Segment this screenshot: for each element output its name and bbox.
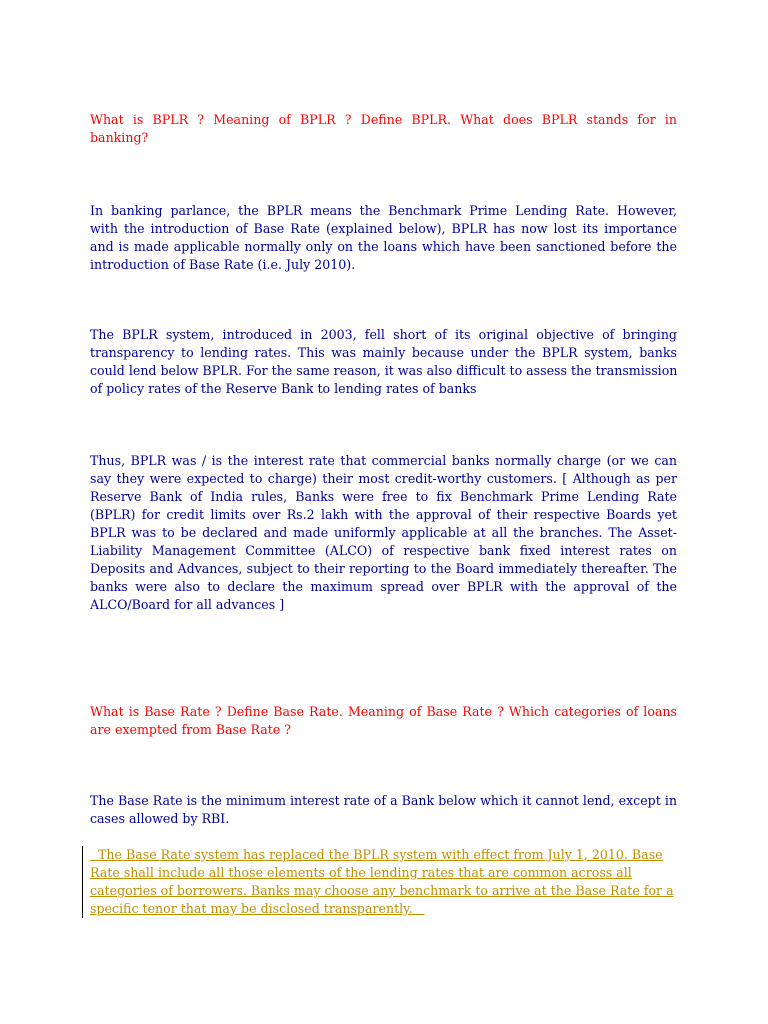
- text-line: banking?: [90, 130, 149, 145]
- text-line: Thus, BPLR was / is the interest rate that commercial banks normally charge (or we can: [90, 453, 677, 468]
- text-line: What is Base Rate ? Define Base Rate. Meaning of Base Rate ? Which categories of loans: [90, 704, 677, 719]
- text-line: The Base Rate system has replaced the BPLR system with effect from July 1, 2010. Base: [90, 847, 663, 862]
- text-line: categories of borrowers. Banks may choose any benchmark to arrive at the Base Rate for a: [90, 883, 674, 898]
- text-line: with the introduction of Base Rate (explained below), BPLR has now lost its importance: [90, 221, 677, 236]
- text-line: The BPLR system, introduced in 2003, fell short of its original objective of bringing: [90, 327, 677, 342]
- base-rate-definition-paragraph: [90, 792, 677, 828]
- text-line: banks were also to declare the maximum spread over BPLR with the approval of the: [90, 579, 677, 594]
- text-line: The Base Rate is the minimum interest rate of a Bank below which it cannot lend, except in: [90, 793, 677, 808]
- text-line: In banking parlance, the BPLR means the Benchmark Prime Lending Rate. However,: [90, 203, 677, 218]
- bplr-question-heading: [90, 111, 677, 147]
- text-line: Rate shall include all those elements of the lending rates that are common across all: [90, 865, 632, 880]
- text-line: transparency to lending rates. This was mainly because under the BPLR system, banks: [90, 345, 677, 360]
- bplr-interest-rate-paragraph: [90, 452, 677, 614]
- text-line: What is BPLR ? Meaning of BPLR ? Define BPLR. What does BPLR stands for in: [90, 112, 677, 127]
- text-line: Deposits and Advances, subject to their reporting to the Board immediately thereafter. The: [90, 561, 677, 576]
- revision-change-bar: [82, 846, 83, 918]
- text-line: introduction of Base Rate (i.e. July 2010).: [90, 257, 356, 272]
- text-line: ALCO/Board for all advances ]: [90, 597, 285, 612]
- text-line: and is made applicable normally only on the loans which have been sanctioned before the: [90, 239, 677, 254]
- text-line: could lend below BPLR. For the same reason, it was also difficult to assess the transmission: [90, 363, 678, 378]
- bplr-system-paragraph: [90, 326, 677, 398]
- text-line: specific tenor that may be disclosed transparently.: [90, 901, 425, 916]
- text-line: are exempted from Base Rate ?: [90, 722, 292, 737]
- text-line: say they were expected to charge) their most credit-worthy customers. [ Although as per: [90, 471, 677, 486]
- text-line: (BPLR) for credit limits over Rs.2 lakh with the approval of their respective Boards yet: [90, 507, 677, 522]
- text-line: BPLR was to be declared and made uniformly applicable at all the branches. The Asset-: [90, 525, 677, 540]
- bplr-definition-paragraph: [90, 202, 677, 274]
- text-line: Liability Management Committee (ALCO) of respective bank fixed interest rates on: [90, 543, 677, 558]
- base-rate-question-heading: [90, 703, 677, 739]
- text-line: cases allowed by RBI.: [90, 811, 230, 826]
- text-line: Reserve Bank of India rules, Banks were free to fix Benchmark Prime Lending Rate: [90, 489, 677, 504]
- text-line: of policy rates of the Reserve Bank to lending rates of banks: [90, 381, 477, 396]
- base-rate-tracked-insertion: [90, 846, 677, 918]
